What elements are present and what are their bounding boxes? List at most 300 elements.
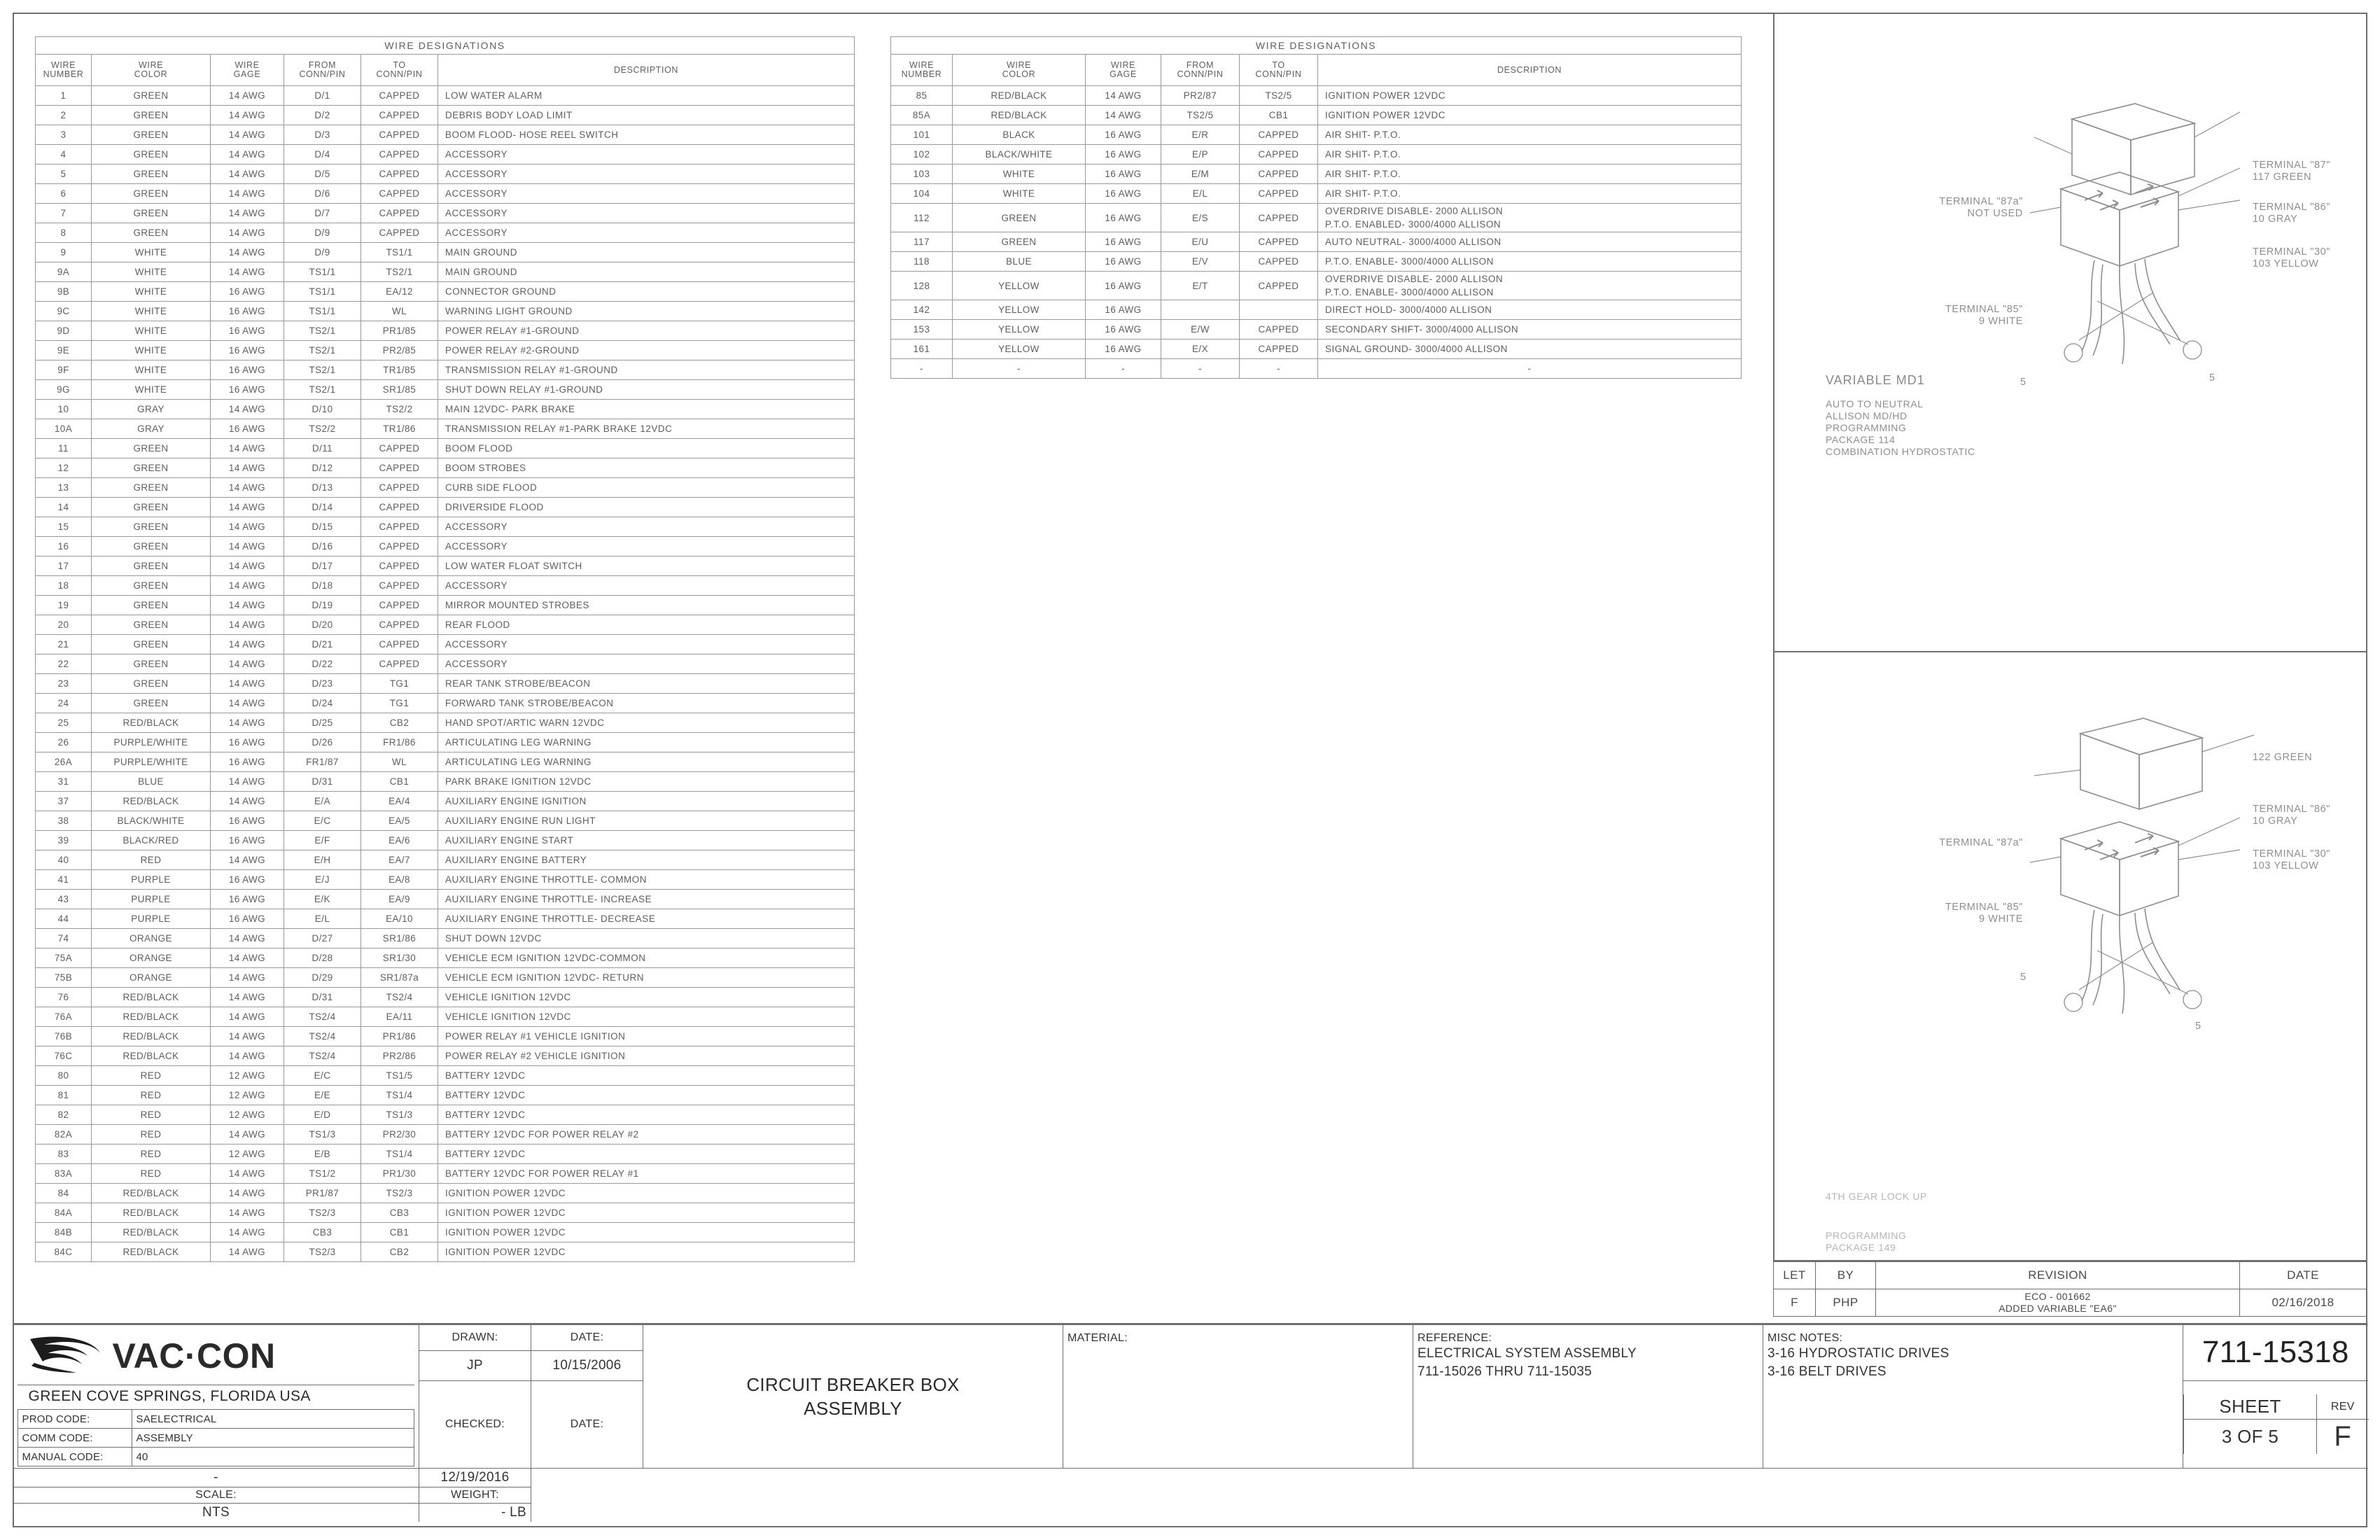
table-cell: 31: [36, 772, 92, 792]
column-header: WIRE COLOR: [92, 55, 211, 86]
table-cell: TS1/5: [361, 1066, 438, 1086]
table-row: [36, 988, 855, 1007]
table-cell: GREEN: [92, 106, 211, 125]
table-row: [891, 125, 1742, 145]
table-cell: 9B: [36, 282, 92, 302]
table-cell: GREEN: [92, 86, 211, 106]
table-cell: CAPPED: [361, 576, 438, 596]
table-cell: CAPPED: [361, 125, 438, 145]
revision-let: F: [1774, 1289, 1816, 1317]
table-row: [36, 223, 855, 243]
table-cell: 14 AWG: [211, 223, 284, 243]
table-cell: E/R: [1161, 125, 1240, 145]
table-row: [36, 890, 855, 909]
table-cell: POWER RELAY #1-GROUND: [438, 321, 855, 341]
table-header-row: [891, 55, 1742, 86]
table-row: [36, 1105, 855, 1125]
table-cell: AUXILIARY ENGINE RUN LIGHT: [438, 811, 855, 831]
upper-terminal-87-label: TERMINAL "87" 117 GREEN: [2253, 160, 2331, 183]
table-cell: 14 AWG: [211, 635, 284, 654]
table-cell: GREEN: [92, 478, 211, 498]
table-cell: VEHICLE IGNITION 12VDC: [438, 1007, 855, 1027]
table-cell: IGNITION POWER 12VDC: [438, 1223, 855, 1242]
table-cell: 16 AWG: [211, 341, 284, 360]
table-cell: AIR SHIT- P.T.O.: [1318, 125, 1742, 145]
table-cell: RED/BLACK: [92, 1007, 211, 1027]
table-cell: MAIN GROUND: [438, 262, 855, 282]
revision-column-header: DATE: [2240, 1262, 2367, 1289]
table-cell: D/22: [284, 654, 361, 674]
table-row: [36, 498, 855, 517]
table-cell: YELLOW: [953, 300, 1086, 320]
table-cell: GREEN: [92, 517, 211, 537]
table-row: [36, 419, 855, 439]
table-cell: ARTICULATING LEG WARNING: [438, 733, 855, 752]
table-cell: 14 AWG: [211, 694, 284, 713]
table-cell: RED/BLACK: [92, 1242, 211, 1262]
table-cell: P.T.O. ENABLE- 3000/4000 ALLISON: [1318, 252, 1742, 272]
table-cell: TS2/4: [284, 1007, 361, 1027]
table-cell: E/B: [284, 1144, 361, 1164]
revision-column-header: LET: [1774, 1262, 1816, 1289]
lower-note-block: [1826, 1179, 2127, 1266]
table-cell: 85: [891, 86, 953, 106]
table-cell: BLACK: [953, 125, 1086, 145]
table-cell: TS2/2: [361, 400, 438, 419]
table-cell: PR2/85: [361, 341, 438, 360]
table-cell: D/5: [284, 164, 361, 184]
table-cell: 102: [891, 145, 953, 164]
table-row: [36, 262, 855, 282]
table-cell: 16 AWG: [211, 360, 284, 380]
table-row: [36, 811, 855, 831]
table-2-body: [891, 37, 1742, 379]
vaccon-swirl-icon: [27, 1332, 103, 1379]
table-cell: 101: [891, 125, 953, 145]
table-cell: TS2/4: [361, 988, 438, 1007]
table-cell: 84A: [36, 1203, 92, 1223]
table-cell: 12: [36, 458, 92, 478]
misc-notes-label: MISC NOTES:: [1768, 1332, 1843, 1344]
table-cell: 13: [36, 478, 92, 498]
table-cell: 16 AWG: [211, 811, 284, 831]
table-cell: 14 AWG: [211, 556, 284, 576]
table-cell: RED: [92, 850, 211, 870]
table-cell: CAPPED: [361, 145, 438, 164]
revision-column-header: REVISION: [1876, 1262, 2240, 1289]
table-cell: BLUE: [953, 252, 1086, 272]
table-title-row: [891, 37, 1742, 55]
table-cell: HAND SPOT/ARTIC WARN 12VDC: [438, 713, 855, 733]
table-cell: CB2: [361, 713, 438, 733]
lower-wire-122-label: 122 GREEN: [2253, 752, 2313, 763]
table-row: [36, 1125, 855, 1144]
table-cell: BLACK/RED: [92, 831, 211, 850]
table-cell: TS2/1: [284, 380, 361, 400]
logo-cell: [13, 1325, 419, 1469]
checked-label: CHECKED:: [419, 1380, 531, 1468]
table-cell: 82: [36, 1105, 92, 1125]
table-cell: TS1/4: [361, 1086, 438, 1105]
revision-by: PHP: [1816, 1289, 1876, 1317]
table-cell: GREEN: [92, 184, 211, 204]
table-cell: 74: [36, 929, 92, 948]
table-cell: D/25: [284, 713, 361, 733]
table-cell: 1: [36, 86, 92, 106]
table-cell: 14 AWG: [211, 262, 284, 282]
table-row: [36, 537, 855, 556]
table-cell: 9C: [36, 302, 92, 321]
table-cell: CAPPED: [361, 223, 438, 243]
product-code-value: ASSEMBLY: [132, 1429, 414, 1448]
table-cell: 4: [36, 145, 92, 164]
table-cell: FR1/86: [361, 733, 438, 752]
table-cell: TS2/2: [284, 419, 361, 439]
table-cell: D/9: [284, 243, 361, 262]
table-cell: E/C: [284, 1066, 361, 1086]
table-row: [36, 1203, 855, 1223]
table-row: [36, 654, 855, 674]
table-cell: E/E: [284, 1086, 361, 1105]
table-cell: 10A: [36, 419, 92, 439]
table-cell: CAPPED: [1240, 340, 1318, 359]
table-cell: E/K: [284, 890, 361, 909]
material-cell: [1063, 1325, 1413, 1469]
table-cell: D/21: [284, 635, 361, 654]
table-row: [891, 340, 1742, 359]
table-cell: 14 AWG: [211, 713, 284, 733]
table-cell: E/L: [1161, 184, 1240, 204]
table-cell: BOOM FLOOD- HOSE REEL SWITCH: [438, 125, 855, 145]
table-cell: 14 AWG: [211, 125, 284, 145]
table-cell: CB3: [284, 1223, 361, 1242]
table-cell: TS1/1: [284, 302, 361, 321]
table-row: [36, 321, 855, 341]
upper-terminal-30-label: TERMINAL "30" 103 YELLOW: [2253, 246, 2331, 270]
scale-weight-row: [13, 1488, 2368, 1504]
upper-pin-callout-2: 5: [2209, 372, 2216, 384]
table-cell: CAPPED: [361, 654, 438, 674]
table-cell: 16 AWG: [1086, 204, 1161, 232]
table-cell: CAPPED: [361, 615, 438, 635]
table-cell: GREEN: [92, 223, 211, 243]
table-cell: 75B: [36, 968, 92, 988]
table-cell: WHITE: [92, 282, 211, 302]
table-cell: 16 AWG: [1086, 272, 1161, 300]
table-cell: D/24: [284, 694, 361, 713]
table-cell: TS2/4: [284, 1046, 361, 1066]
table-row: [36, 517, 855, 537]
table-cell: 10: [36, 400, 92, 419]
table-cell: 14 AWG: [211, 929, 284, 948]
product-code-row: [18, 1448, 414, 1466]
lower-note-body: PROGRAMMING PACKAGE 149: [1826, 1230, 1907, 1253]
table-cell: GREEN: [92, 615, 211, 635]
assembly-title: CIRCUIT BREAKER BOX ASSEMBLY: [643, 1325, 1063, 1469]
table-cell: 9F: [36, 360, 92, 380]
sheet-rev-cell: [2183, 1380, 2368, 1468]
drawn-value: JP: [419, 1350, 531, 1380]
lower-note-title: 4TH GEAR LOCK UP: [1826, 1191, 1927, 1202]
table-row: [891, 252, 1742, 272]
table-cell: TS2/5: [1240, 86, 1318, 106]
table-cell: 14 AWG: [211, 988, 284, 1007]
table-cell: RED: [92, 1164, 211, 1184]
table-cell: CAPPED: [1240, 145, 1318, 164]
table-cell: E/T: [1161, 272, 1240, 300]
lower-terminal-30-label: TERMINAL "30" 103 YELLOW: [2253, 848, 2331, 872]
table-cell: E/V: [1161, 252, 1240, 272]
table-cell: ACCESSORY: [438, 184, 855, 204]
table-cell: SR1/85: [361, 380, 438, 400]
table-cell: 14 AWG: [211, 1203, 284, 1223]
table-cell: CURB SIDE FLOOD: [438, 478, 855, 498]
column-header: WIRE COLOR: [953, 55, 1086, 86]
table-cell: D/12: [284, 458, 361, 478]
table-cell: CAPPED: [1240, 252, 1318, 272]
table-cell: 16 AWG: [211, 752, 284, 772]
reference-cell: [1413, 1325, 1763, 1469]
table-cell: CAPPED: [361, 517, 438, 537]
table-row: [36, 850, 855, 870]
revision-date: 02/16/2018: [2240, 1289, 2367, 1317]
table-cell: AUXILIARY ENGINE BATTERY: [438, 850, 855, 870]
table-cell: IGNITION POWER 12VDC: [438, 1184, 855, 1203]
table-cell: PURPLE/WHITE: [92, 752, 211, 772]
table-row: [36, 968, 855, 988]
table-cell: TS1/2: [284, 1164, 361, 1184]
upper-note-body: AUTO TO NEUTRAL ALLISON MD/HD PROGRAMMING PACKAGE 114 COMBINATION HYDROSTATIC: [1826, 398, 1975, 457]
table-cell: POWER RELAY #2 VEHICLE IGNITION: [438, 1046, 855, 1066]
table-cell: 161: [891, 340, 953, 359]
table-cell: 44: [36, 909, 92, 929]
table-cell: 14 AWG: [211, 86, 284, 106]
table-cell: IGNITION POWER 12VDC: [438, 1242, 855, 1262]
table-cell: EA/9: [361, 890, 438, 909]
table-cell: GREEN: [92, 458, 211, 478]
reference-value: ELECTRICAL SYSTEM ASSEMBLY 711-15026 THRU 711-15035: [1418, 1346, 1637, 1379]
table-cell: GRAY: [92, 400, 211, 419]
table-row: [36, 1223, 855, 1242]
table-cell: IGNITION POWER 12VDC: [1318, 86, 1742, 106]
table-cell: D/18: [284, 576, 361, 596]
table-cell: AIR SHIT- P.T.O.: [1318, 184, 1742, 204]
revision-table: [1773, 1261, 2367, 1317]
table-cell: 14 AWG: [211, 1007, 284, 1027]
table-cell: 24: [36, 694, 92, 713]
table-cell: 16 AWG: [211, 909, 284, 929]
table-cell: SIGNAL GROUND- 3000/4000 ALLISON: [1318, 340, 1742, 359]
table-cell: 84B: [36, 1223, 92, 1242]
table-cell: GREEN: [92, 145, 211, 164]
table-cell: CAPPED: [361, 596, 438, 615]
table-cell: 26: [36, 733, 92, 752]
table-title-row: [36, 37, 855, 55]
table-cell: GREEN: [92, 204, 211, 223]
table-cell: 19: [36, 596, 92, 615]
table-cell: 16 AWG: [1086, 164, 1161, 184]
table-row: [36, 1007, 855, 1027]
table-cell: GREEN: [92, 498, 211, 517]
table-cell: 11: [36, 439, 92, 458]
table-header-row: [36, 55, 855, 86]
column-header: TO CONN/PIN: [1240, 55, 1318, 86]
table-cell: SHUT DOWN 12VDC: [438, 929, 855, 948]
lower-terminal-87a-label: TERMINAL "87a": [1939, 837, 2023, 848]
table-cell: 16 AWG: [211, 870, 284, 890]
title-block: [13, 1323, 2367, 1527]
table-cell: 3: [36, 125, 92, 145]
column-header: FROM CONN/PIN: [1161, 55, 1240, 86]
table-row: [36, 380, 855, 400]
table-cell: 40: [36, 850, 92, 870]
table-row: [36, 556, 855, 576]
revision-column-header: BY: [1816, 1262, 1876, 1289]
table-cell: TS2/3: [284, 1203, 361, 1223]
table-cell: 14: [36, 498, 92, 517]
table-cell: WHITE: [92, 360, 211, 380]
table-cell: WHITE: [92, 380, 211, 400]
column-header: WIRE GAGE: [1086, 55, 1161, 86]
table-cell: CAPPED: [361, 184, 438, 204]
table-row: [36, 596, 855, 615]
table-cell: D/1: [284, 86, 361, 106]
table-cell: CAPPED: [361, 164, 438, 184]
table-cell: RED: [92, 1066, 211, 1086]
table-cell: 14 AWG: [211, 184, 284, 204]
table-cell: D/3: [284, 125, 361, 145]
table-cell: 82A: [36, 1125, 92, 1144]
table-cell: E/C: [284, 811, 361, 831]
table-cell: SHUT DOWN RELAY #1-GROUND: [438, 380, 855, 400]
table-cell: 7: [36, 204, 92, 223]
material-label: MATERIAL:: [1068, 1332, 1128, 1344]
table-cell: D/26: [284, 733, 361, 752]
table-row: [891, 145, 1742, 164]
table-cell: TR1/85: [361, 360, 438, 380]
table-cell: 37: [36, 792, 92, 811]
table-cell: 14 AWG: [211, 439, 284, 458]
table-cell: 14 AWG: [211, 674, 284, 694]
table-cell: 9G: [36, 380, 92, 400]
table-row: [36, 1066, 855, 1086]
table-cell: CAPPED: [361, 635, 438, 654]
table-row: [36, 341, 855, 360]
table-row: [36, 439, 855, 458]
table-cell: D/9: [284, 223, 361, 243]
table-cell: TS1/4: [361, 1144, 438, 1164]
table-cell: D/31: [284, 988, 361, 1007]
table-cell: DIRECT HOLD- 3000/4000 ALLISON: [1318, 300, 1742, 320]
table-cell: 17: [36, 556, 92, 576]
table-row: [36, 870, 855, 890]
column-header: WIRE GAGE: [211, 55, 284, 86]
table-cell: LOW WATER ALARM: [438, 86, 855, 106]
table-row: [36, 1242, 855, 1262]
table-cell: 18: [36, 576, 92, 596]
table-cell: GREEN: [92, 537, 211, 556]
table-row: [36, 713, 855, 733]
table-cell: D/6: [284, 184, 361, 204]
revision-table-body: [1774, 1262, 2367, 1317]
table-row: [36, 125, 855, 145]
table-cell: RED/BLACK: [92, 1027, 211, 1046]
drawn-label: DRAWN:: [419, 1325, 531, 1351]
lower-pin-callout-2: 5: [2195, 1021, 2202, 1032]
table-cell: FR1/87: [284, 752, 361, 772]
table-row: [36, 752, 855, 772]
checked-value: -: [13, 1469, 419, 1488]
table-cell: LOW WATER FLOAT SWITCH: [438, 556, 855, 576]
misc-notes-value: 3-16 HYDROSTATIC DRIVES 3-16 BELT DRIVES: [1768, 1346, 1949, 1379]
table-cell: CAPPED: [1240, 232, 1318, 252]
table-cell: TS2/1: [284, 341, 361, 360]
table-cell: SR1/30: [361, 948, 438, 968]
table-cell: TRANSMISSION RELAY #1-GROUND: [438, 360, 855, 380]
table-cell: 12 AWG: [211, 1086, 284, 1105]
table-cell: 75A: [36, 948, 92, 968]
upper-terminal-87a-label: TERMINAL "87a" NOT USED: [1939, 196, 2023, 219]
table-cell: AUXILIARY ENGINE IGNITION: [438, 792, 855, 811]
table-cell: 9E: [36, 341, 92, 360]
table-cell: RED/BLACK: [953, 106, 1086, 125]
table-cell: -: [953, 359, 1086, 379]
table-cell: 43: [36, 890, 92, 909]
table-row: [36, 1184, 855, 1203]
table-cell: 21: [36, 635, 92, 654]
table-cell: PR2/30: [361, 1125, 438, 1144]
table-cell: RED: [92, 1144, 211, 1164]
scale-value: NTS: [13, 1504, 419, 1522]
table-cell: 76C: [36, 1046, 92, 1066]
table-cell: ORANGE: [92, 929, 211, 948]
table-cell: WHITE: [92, 302, 211, 321]
table-row: [36, 1164, 855, 1184]
product-code-row: [18, 1410, 414, 1429]
table-cell: OVERDRIVE DISABLE- 2000 ALLISON P.T.O. ENABLE- 3000/4000 ALLISON: [1318, 272, 1742, 300]
table-cell: 103: [891, 164, 953, 184]
table-cell: EA/12: [361, 282, 438, 302]
upper-note-title: VARIABLE MD1: [1826, 373, 1925, 387]
table-cell: RED/BLACK: [92, 1223, 211, 1242]
table-cell: EA/4: [361, 792, 438, 811]
table-cell: 84C: [36, 1242, 92, 1262]
column-header: DESCRIPTION: [438, 55, 855, 86]
table-cell: GREEN: [92, 125, 211, 145]
table-cell: ACCESSORY: [438, 654, 855, 674]
table-cell: BLACK/WHITE: [953, 145, 1086, 164]
table-cell: EA/5: [361, 811, 438, 831]
table-cell: WL: [361, 752, 438, 772]
table-cell: 80: [36, 1066, 92, 1086]
table-row: [36, 458, 855, 478]
table-cell: WHITE: [92, 243, 211, 262]
table-cell: 26A: [36, 752, 92, 772]
table-row: [36, 282, 855, 302]
table-cell: TS1/3: [284, 1125, 361, 1144]
table-cell: MAIN 12VDC- PARK BRAKE: [438, 400, 855, 419]
table-cell: 12 AWG: [211, 1105, 284, 1125]
weight-label: WEIGHT:: [419, 1488, 531, 1504]
revision-header-row: [1774, 1262, 2367, 1289]
column-header: WIRE NUMBER: [891, 55, 953, 86]
table-cell: CAPPED: [361, 86, 438, 106]
table-cell: -: [891, 359, 953, 379]
table-cell: RED/BLACK: [92, 988, 211, 1007]
table-cell: PR2/87: [1161, 86, 1240, 106]
table-cell: E/S: [1161, 204, 1240, 232]
table-cell: TS2/4: [284, 1027, 361, 1046]
